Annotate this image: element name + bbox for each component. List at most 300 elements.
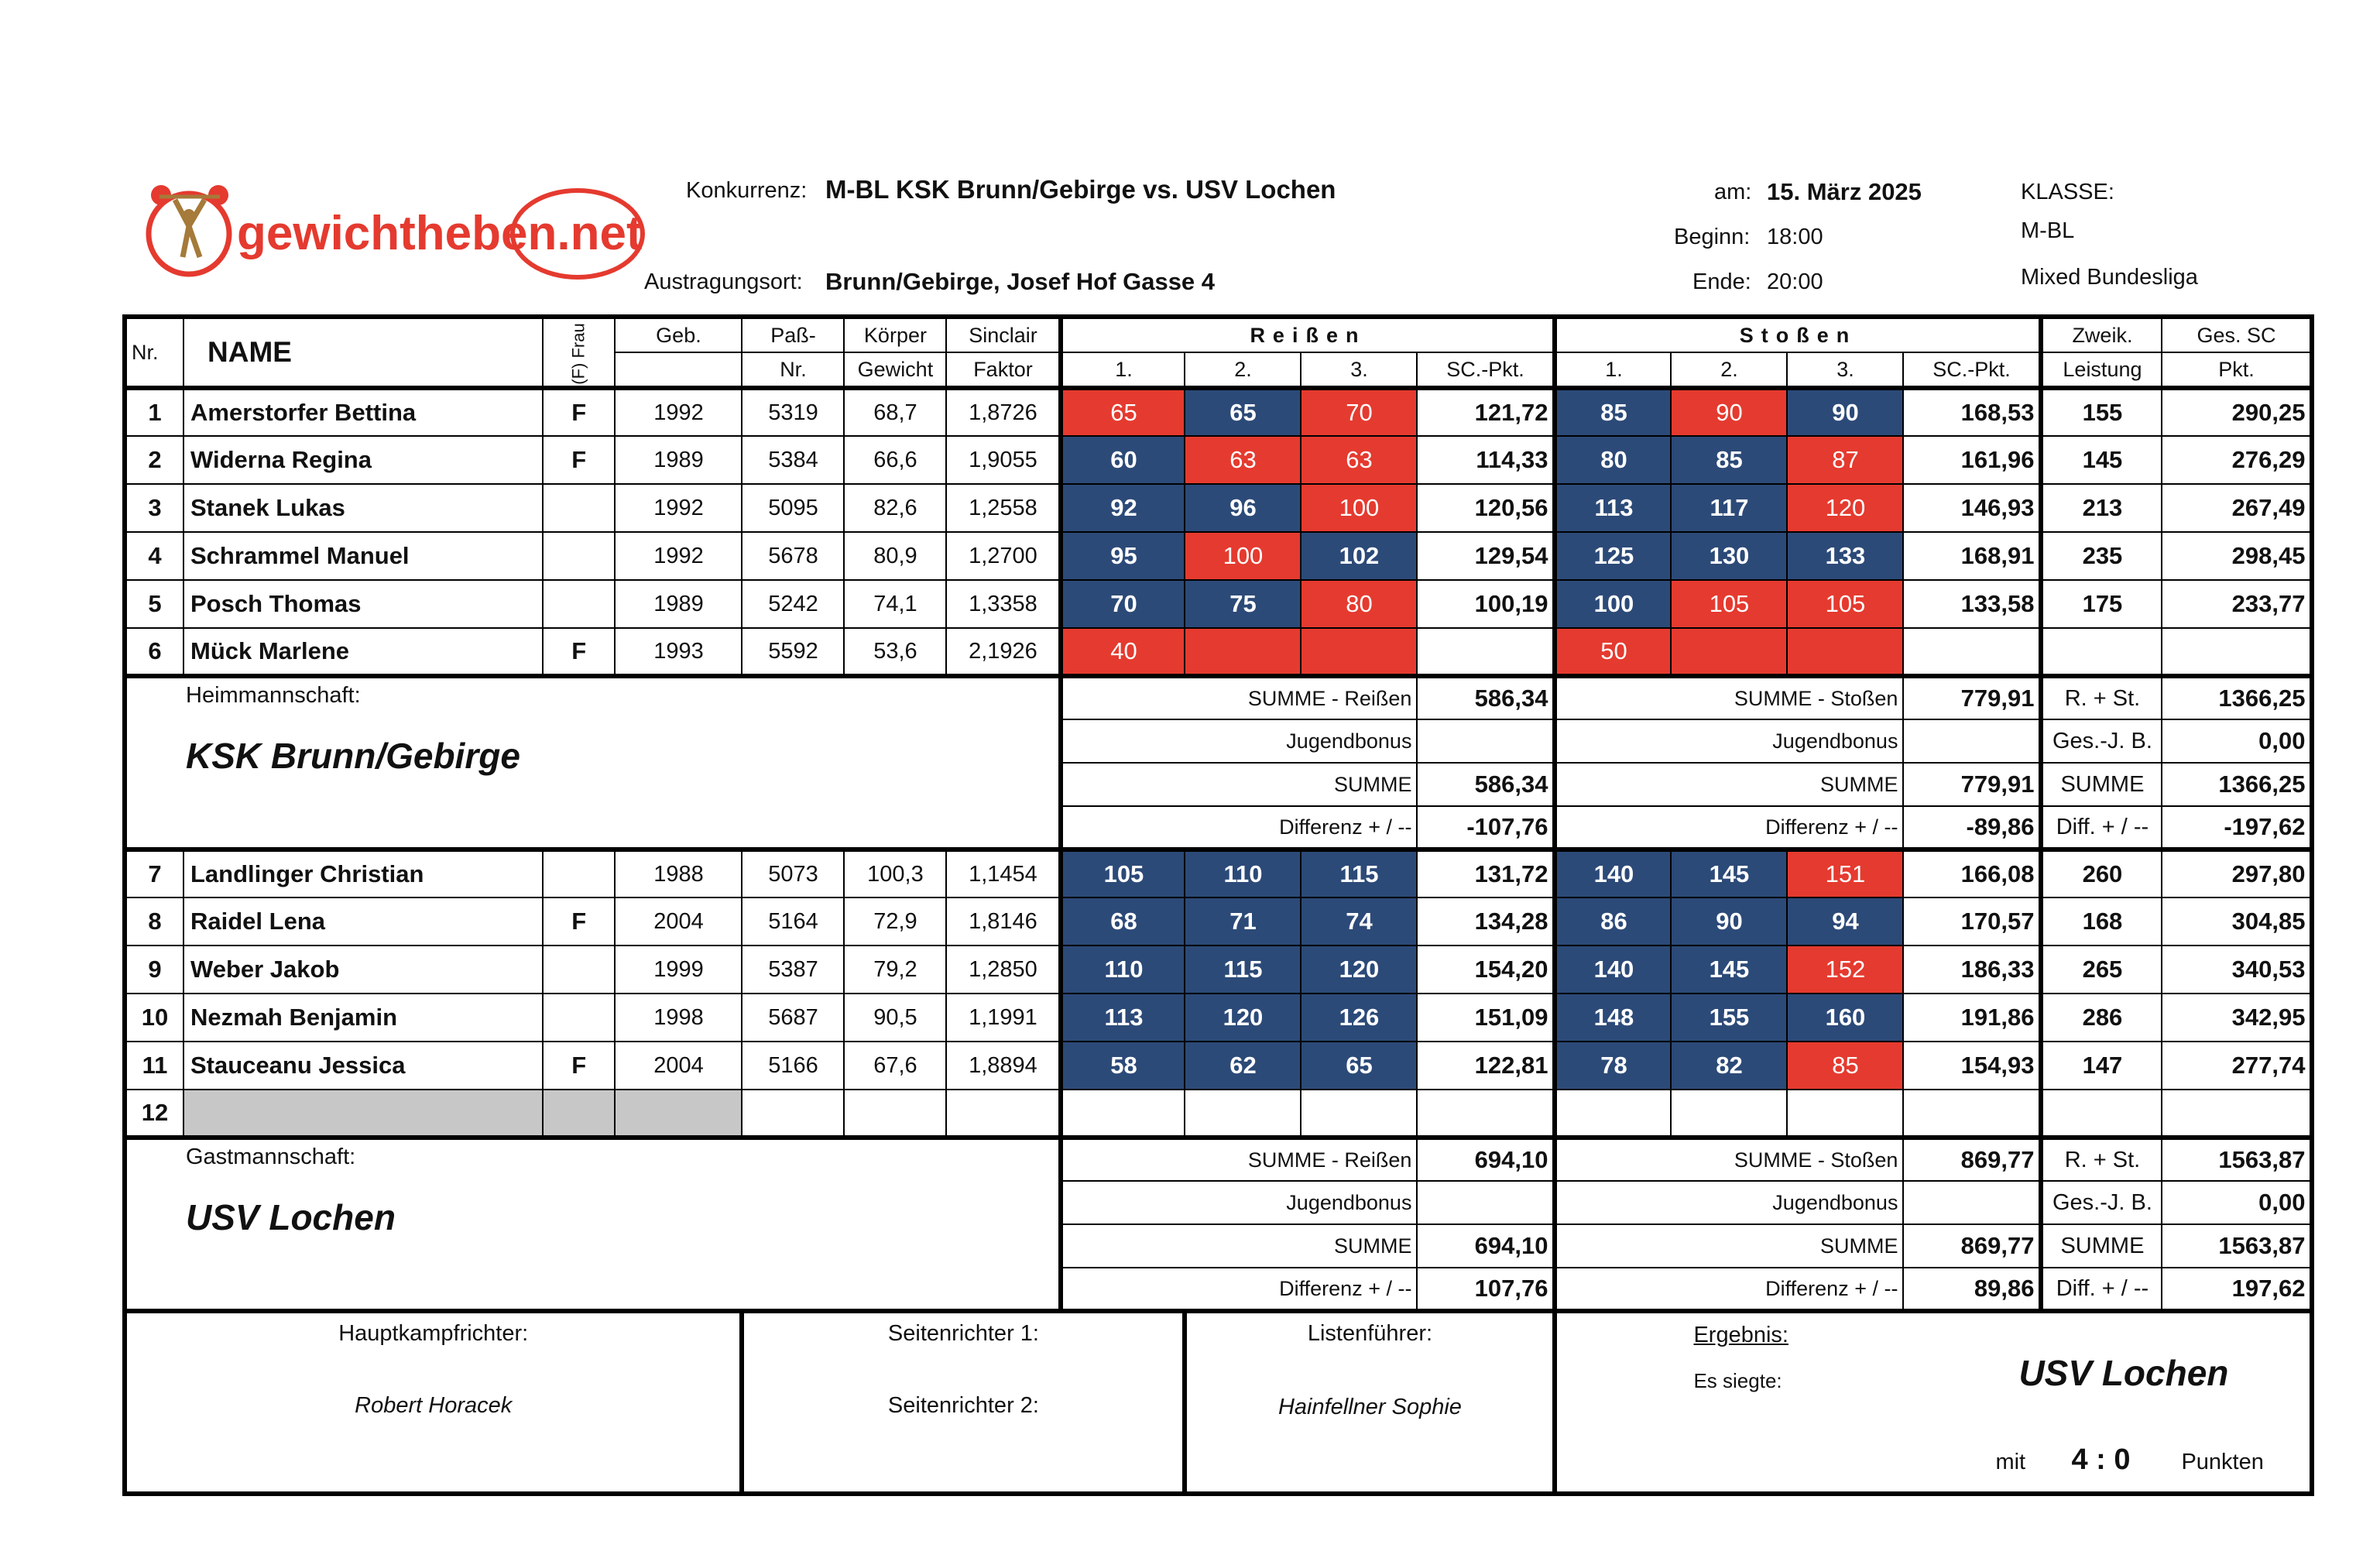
lf-cell [1185, 1311, 1555, 1494]
summary-total-value: 1563,87 [2162, 1224, 2312, 1268]
col-rsc: SC.-Pkt. [1417, 352, 1555, 388]
col-frau: (F) Frau [543, 317, 615, 388]
athlete-geb: 1989 [615, 436, 742, 484]
clean-jerk-attempt-2: 85 [1671, 436, 1787, 484]
athlete-sinclair: 1,9055 [946, 436, 1061, 484]
siegte-label: Es siegte: [1693, 1369, 1782, 1392]
ort-value: Brunn/Gebirge, Josef Hof Gasse 4 [825, 268, 1216, 295]
snatch-sc-pkt [1417, 628, 1555, 676]
summary-label: SUMME - Reißen [1061, 1138, 1417, 1181]
athlete-nr: 2 [125, 436, 183, 484]
athlete-name: Weber Jakob [183, 946, 543, 994]
athlete-kg: 74,1 [844, 580, 946, 628]
snatch-sc-pkt: 134,28 [1417, 897, 1555, 946]
am-value: 15. März 2025 [1767, 178, 1922, 205]
athlete-nr: 4 [125, 532, 183, 580]
summary-label: SUMME - Stoßen [1555, 676, 1903, 719]
ges-sc-pkt [2162, 628, 2312, 676]
clean-jerk-sc-pkt: 168,91 [1903, 532, 2041, 580]
athlete-pass: 5387 [742, 946, 844, 994]
athlete-row [125, 849, 2312, 897]
summary-label: Differenz + / -- [1061, 806, 1417, 849]
header-row-1 [125, 317, 2312, 352]
zweikampf-leistung: 260 [2041, 849, 2162, 897]
snatch-attempt-2: 63 [1185, 436, 1301, 484]
athlete-geb: 2004 [615, 897, 742, 946]
clean-jerk-attempt-3: 105 [1787, 580, 1903, 628]
athlete-pass: 5384 [742, 436, 844, 484]
snatch-attempt-2: 100 [1185, 532, 1301, 580]
summary-label: Differenz + / -- [1061, 1268, 1417, 1311]
clean-jerk-attempt-2: 105 [1671, 580, 1787, 628]
snatch-attempt-3: 102 [1301, 532, 1417, 580]
summary-total-label: R. + St. [2041, 1138, 2162, 1181]
athlete-name: Stauceanu Jessica [183, 1042, 543, 1090]
clean-jerk-attempt-3: 87 [1787, 436, 1903, 484]
summary-cj-value: 779,91 [1903, 676, 2041, 719]
team-label: Heimmannschaft: [186, 683, 361, 708]
snatch-attempt-1: 105 [1061, 849, 1185, 897]
athlete-sinclair [946, 1090, 1061, 1138]
col-r2: 2. [1185, 352, 1301, 388]
athlete-kg: 68,7 [844, 388, 946, 436]
hkr-cell [125, 1311, 742, 1494]
zweikampf-leistung: 168 [2041, 897, 2162, 946]
hkr-label: Hauptkampfrichter: [338, 1321, 529, 1346]
beginn-label: Beginn: [1674, 225, 1751, 249]
sr1-label: Seitenrichter 1: [887, 1321, 1039, 1346]
ges-sc-pkt: 304,85 [2162, 897, 2312, 946]
clean-jerk-sc-pkt [1903, 1090, 2041, 1138]
snatch-attempt-1: 58 [1061, 1042, 1185, 1090]
athlete-pass: 5319 [742, 388, 844, 436]
snatch-attempt-3 [1301, 1090, 1417, 1138]
clean-jerk-sc-pkt [1903, 628, 2041, 676]
clean-jerk-attempt-3: 133 [1787, 532, 1903, 580]
clean-jerk-sc-pkt: 186,33 [1903, 946, 2041, 994]
clean-jerk-attempt-1: 113 [1555, 484, 1671, 532]
zweikampf-leistung [2041, 1090, 2162, 1138]
athlete-row [125, 628, 2312, 676]
team-name: USV Lochen [186, 1197, 396, 1237]
snatch-attempt-3: 120 [1301, 946, 1417, 994]
clean-jerk-attempt-1: 125 [1555, 532, 1671, 580]
snatch-attempt-3 [1301, 628, 1417, 676]
snatch-attempt-1: 70 [1061, 580, 1185, 628]
snatch-attempt-2: 71 [1185, 897, 1301, 946]
snatch-attempt-3: 115 [1301, 849, 1417, 897]
summary-total-value: 1366,25 [2162, 763, 2312, 806]
ort-label: Austragungsort: [644, 269, 803, 294]
snatch-sc-pkt: 131,72 [1417, 849, 1555, 897]
clean-jerk-attempt-1: 80 [1555, 436, 1671, 484]
athlete-pass: 5166 [742, 1042, 844, 1090]
punkte-label: Punkten [2181, 1450, 2264, 1474]
clean-jerk-sc-pkt: 166,08 [1903, 849, 2041, 897]
clean-jerk-attempt-1: 140 [1555, 946, 1671, 994]
col-gessc-2: Pkt. [2162, 352, 2312, 388]
klasse-value: M-BL [2021, 218, 2075, 243]
clean-jerk-attempt-2: 90 [1671, 388, 1787, 436]
snatch-attempt-3: 70 [1301, 388, 1417, 436]
athlete-kg: 79,2 [844, 946, 946, 994]
col-gessc: Ges. SC [2162, 317, 2312, 352]
col-pass-2: Nr. [742, 352, 844, 388]
col-geb: Geb. [615, 317, 742, 352]
summary-label: Jugendbonus [1061, 719, 1417, 763]
athlete-nr: 11 [125, 1042, 183, 1090]
athlete-frau [543, 1090, 615, 1138]
zweikampf-leistung: 147 [2041, 1042, 2162, 1090]
athlete-sinclair: 1,2558 [946, 484, 1061, 532]
athlete-name: Amerstorfer Bettina [183, 388, 543, 436]
col-zweik: Zweik. [2041, 317, 2162, 352]
clean-jerk-attempt-3: 160 [1787, 994, 1903, 1042]
clean-jerk-attempt-2: 145 [1671, 946, 1787, 994]
snatch-sc-pkt: 120,56 [1417, 484, 1555, 532]
summary-total-value: 1366,25 [2162, 676, 2312, 719]
summary-cj-value: 869,77 [1903, 1224, 2041, 1268]
athlete-geb: 1992 [615, 484, 742, 532]
home-summary [125, 676, 2312, 849]
clean-jerk-attempt-3: 151 [1787, 849, 1903, 897]
team-label: Gastmannschaft: [186, 1145, 356, 1169]
summary-total-label: Ges.-J. B. [2041, 1181, 2162, 1224]
snatch-attempt-2: 110 [1185, 849, 1301, 897]
zweikampf-leistung: 175 [2041, 580, 2162, 628]
athlete-row [125, 580, 2312, 628]
ges-sc-pkt: 267,49 [2162, 484, 2312, 532]
summary-total-value: 0,00 [2162, 719, 2312, 763]
athlete-kg: 90,5 [844, 994, 946, 1042]
athlete-kg: 100,3 [844, 849, 946, 897]
clean-jerk-attempt-1: 86 [1555, 897, 1671, 946]
athlete-name: Nezmah Benjamin [183, 994, 543, 1042]
snatch-attempt-1: 65 [1061, 388, 1185, 436]
athlete-name: Mück Marlene [183, 628, 543, 676]
athlete-nr: 3 [125, 484, 183, 532]
snatch-attempt-2: 65 [1185, 388, 1301, 436]
clean-jerk-attempt-3: 152 [1787, 946, 1903, 994]
athlete-sinclair: 1,8726 [946, 388, 1061, 436]
athlete-nr: 9 [125, 946, 183, 994]
athlete-frau: F [543, 388, 615, 436]
athlete-name: Widerna Regina [183, 436, 543, 484]
ergebnis-cell [1555, 1311, 2312, 1494]
col-r3: 3. [1301, 352, 1417, 388]
snatch-sc-pkt: 129,54 [1417, 532, 1555, 580]
col-zweik-2: Leistung [2041, 352, 2162, 388]
col-ssc: SC.-Pkt. [1903, 352, 2041, 388]
clean-jerk-attempt-1: 50 [1555, 628, 1671, 676]
clean-jerk-attempt-3: 94 [1787, 897, 1903, 946]
athlete-pass: 5073 [742, 849, 844, 897]
summary-cj-value: -89,86 [1903, 806, 2041, 849]
ges-sc-pkt: 290,25 [2162, 388, 2312, 436]
snatch-attempt-2 [1185, 1090, 1301, 1138]
athlete-geb [615, 1090, 742, 1138]
col-r1: 1. [1061, 352, 1185, 388]
athlete-sinclair: 1,2700 [946, 532, 1061, 580]
summary-label: Jugendbonus [1555, 719, 1903, 763]
athlete-name: Raidel Lena [183, 897, 543, 946]
athlete-nr: 6 [125, 628, 183, 676]
col-name: NAME [183, 317, 543, 388]
clean-jerk-attempt-1 [1555, 1090, 1671, 1138]
summary-total-label: Diff. + / -- [2041, 1268, 2162, 1311]
snatch-attempt-3: 100 [1301, 484, 1417, 532]
athlete-row [125, 484, 2312, 532]
col-sinclair-2: Faktor [946, 352, 1061, 388]
col-pass: Paß- [742, 317, 844, 352]
col-reissen: Reißen [1061, 317, 1555, 352]
athlete-nr: 10 [125, 994, 183, 1042]
zweikampf-leistung: 286 [2041, 994, 2162, 1042]
winner: USV Lochen [2018, 1353, 2229, 1393]
col-koerper: Körper [844, 317, 946, 352]
clean-jerk-attempt-1: 100 [1555, 580, 1671, 628]
snatch-attempt-3: 63 [1301, 436, 1417, 484]
col-geb-2 [615, 352, 742, 388]
athlete-frau: F [543, 628, 615, 676]
summary-total-value: -197,62 [2162, 806, 2312, 849]
athlete-pass: 5164 [742, 897, 844, 946]
summary-total-label: SUMME [2041, 1224, 2162, 1268]
team-cell [125, 1138, 1061, 1311]
zweikampf-leistung: 265 [2041, 946, 2162, 994]
zweikampf-leistung: 235 [2041, 532, 2162, 580]
summary-snatch-value: 107,76 [1417, 1268, 1555, 1311]
ges-sc-pkt: 276,29 [2162, 436, 2312, 484]
ges-sc-pkt: 297,80 [2162, 849, 2312, 897]
konkurrenz-value: M-BL KSK Brunn/Gebirge vs. USV Lochen [825, 175, 1336, 204]
score: 4 : 0 [2071, 1443, 2131, 1476]
athlete-frau [543, 580, 615, 628]
summary-total-label: Diff. + / -- [2041, 806, 2162, 849]
clean-jerk-attempt-2: 90 [1671, 897, 1787, 946]
zweikampf-leistung [2041, 628, 2162, 676]
summary-label: Differenz + / -- [1555, 1268, 1903, 1311]
athlete-pass: 5095 [742, 484, 844, 532]
hkr-name: Robert Horacek [355, 1393, 513, 1418]
guest-summary [125, 1138, 2312, 1311]
team-name: KSK Brunn/Gebirge [186, 736, 520, 776]
summary-label: SUMME [1061, 763, 1417, 806]
clean-jerk-sc-pkt: 170,57 [1903, 897, 2041, 946]
snatch-sc-pkt: 121,72 [1417, 388, 1555, 436]
summary-cj-value: 89,86 [1903, 1268, 2041, 1311]
snatch-attempt-1: 113 [1061, 994, 1185, 1042]
clean-jerk-attempt-1: 85 [1555, 388, 1671, 436]
clean-jerk-attempt-3: 90 [1787, 388, 1903, 436]
athlete-kg: 82,6 [844, 484, 946, 532]
athlete-pass: 5592 [742, 628, 844, 676]
summary-label: SUMME - Stoßen [1555, 1138, 1903, 1181]
athlete-row [125, 532, 2312, 580]
ges-sc-pkt: 298,45 [2162, 532, 2312, 580]
clean-jerk-attempt-2: 82 [1671, 1042, 1787, 1090]
clean-jerk-attempt-2: 145 [1671, 849, 1787, 897]
athlete-name: Stanek Lukas [183, 484, 543, 532]
zweikampf-leistung: 155 [2041, 388, 2162, 436]
snatch-sc-pkt: 100,19 [1417, 580, 1555, 628]
athlete-geb: 1993 [615, 628, 742, 676]
athlete-frau: F [543, 436, 615, 484]
clean-jerk-attempt-3: 120 [1787, 484, 1903, 532]
athlete-geb: 1988 [615, 849, 742, 897]
summary-snatch-value: -107,76 [1417, 806, 1555, 849]
athlete-nr: 7 [125, 849, 183, 897]
clean-jerk-attempt-2: 117 [1671, 484, 1787, 532]
col-s2: 2. [1671, 352, 1787, 388]
team-cell [125, 676, 1061, 849]
snatch-sc-pkt [1417, 1090, 1555, 1138]
klasse-label: KLASSE: [2021, 180, 2114, 204]
col-s1: 1. [1555, 352, 1671, 388]
athlete-row [125, 897, 2312, 946]
athlete-row [125, 1090, 2312, 1138]
athlete-nr: 8 [125, 897, 183, 946]
athlete-geb: 2004 [615, 1042, 742, 1090]
clean-jerk-attempt-2: 130 [1671, 532, 1787, 580]
snatch-attempt-1: 68 [1061, 897, 1185, 946]
athlete-row [125, 436, 2312, 484]
col-s3: 3. [1787, 352, 1903, 388]
clean-jerk-attempt-1: 140 [1555, 849, 1671, 897]
summary-label: SUMME [1555, 1224, 1903, 1268]
col-koerper-2: Gewicht [844, 352, 946, 388]
athlete-name [183, 1090, 543, 1138]
athlete-row [125, 994, 2312, 1042]
ges-sc-pkt: 277,74 [2162, 1042, 2312, 1090]
ende-label: Ende: [1692, 269, 1751, 294]
snatch-sc-pkt: 151,09 [1417, 994, 1555, 1042]
home-athletes [125, 388, 2312, 676]
athlete-kg [844, 1090, 946, 1138]
summary-snatch-value [1417, 1181, 1555, 1224]
summary-cj-value [1903, 1181, 2041, 1224]
guest-athletes [125, 849, 2312, 1138]
clean-jerk-attempt-1: 78 [1555, 1042, 1671, 1090]
summary-snatch-value: 586,34 [1417, 676, 1555, 719]
sr2-label: Seitenrichter 2: [887, 1393, 1039, 1418]
summary-total-value: 0,00 [2162, 1181, 2312, 1224]
snatch-attempt-2: 96 [1185, 484, 1301, 532]
mit-label: mit [1995, 1450, 2026, 1474]
summary-row [125, 1138, 2312, 1181]
logo-text: gewichtheben.net [237, 207, 643, 260]
snatch-attempt-2 [1185, 628, 1301, 676]
athlete-pass: 5687 [742, 994, 844, 1042]
ges-sc-pkt: 340,53 [2162, 946, 2312, 994]
clean-jerk-sc-pkt: 191,86 [1903, 994, 2041, 1042]
athlete-kg: 80,9 [844, 532, 946, 580]
athlete-kg: 72,9 [844, 897, 946, 946]
clean-jerk-attempt-3: 85 [1787, 1042, 1903, 1090]
snatch-sc-pkt: 114,33 [1417, 436, 1555, 484]
snatch-attempt-2: 120 [1185, 994, 1301, 1042]
clean-jerk-sc-pkt: 154,93 [1903, 1042, 2041, 1090]
snatch-attempt-3: 126 [1301, 994, 1417, 1042]
klasse-desc: Mixed Bundesliga [2021, 265, 2198, 290]
summary-snatch-value [1417, 719, 1555, 763]
athlete-sinclair: 1,1454 [946, 849, 1061, 897]
summary-total-value: 1563,87 [2162, 1138, 2312, 1181]
snatch-sc-pkt: 154,20 [1417, 946, 1555, 994]
athlete-name: Schrammel Manuel [183, 532, 543, 580]
ges-sc-pkt [2162, 1090, 2312, 1138]
snatch-attempt-2: 62 [1185, 1042, 1301, 1090]
athlete-kg: 66,6 [844, 436, 946, 484]
summary-total-label: SUMME [2041, 763, 2162, 806]
athlete-sinclair: 1,8894 [946, 1042, 1061, 1090]
col-nr: Nr. [125, 317, 183, 388]
ende-value: 20:00 [1767, 269, 1823, 294]
lf-label: Listenführer: [1307, 1321, 1433, 1346]
snatch-attempt-1: 110 [1061, 946, 1185, 994]
col-sinclair: Sinclair [946, 317, 1061, 352]
athlete-geb: 1989 [615, 580, 742, 628]
summary-cj-value: 779,91 [1903, 763, 2041, 806]
clean-jerk-attempt-2 [1671, 628, 1787, 676]
athlete-row [125, 946, 2312, 994]
sr-cell [742, 1311, 1185, 1494]
athlete-frau [543, 849, 615, 897]
beginn-value: 18:00 [1767, 225, 1823, 249]
ges-sc-pkt: 342,95 [2162, 994, 2312, 1042]
athlete-frau [543, 994, 615, 1042]
snatch-attempt-3: 65 [1301, 1042, 1417, 1090]
snatch-attempt-2: 75 [1185, 580, 1301, 628]
ergebnis-label: Ergebnis: [1693, 1323, 1788, 1347]
konkurrenz-label: Konkurrenz: [686, 178, 808, 203]
athlete-name: Posch Thomas [183, 580, 543, 628]
athlete-sinclair: 2,1926 [946, 628, 1061, 676]
summary-total-label: R. + St. [2041, 676, 2162, 719]
athlete-nr: 12 [125, 1090, 183, 1138]
snatch-attempt-1: 60 [1061, 436, 1185, 484]
snatch-attempt-3: 80 [1301, 580, 1417, 628]
athlete-kg: 53,6 [844, 628, 946, 676]
snatch-attempt-1: 40 [1061, 628, 1185, 676]
clean-jerk-attempt-3 [1787, 1090, 1903, 1138]
athlete-geb: 1992 [615, 388, 742, 436]
athlete-frau: F [543, 897, 615, 946]
summary-snatch-value: 586,34 [1417, 763, 1555, 806]
result-table [122, 314, 2314, 1496]
col-stossen: Stoßen [1555, 317, 2041, 352]
lf-name: Hainfellner Sophie [1277, 1395, 1462, 1419]
summary-label: SUMME - Reißen [1061, 676, 1417, 719]
athlete-geb: 1992 [615, 532, 742, 580]
clean-jerk-attempt-2: 155 [1671, 994, 1787, 1042]
summary-row [125, 676, 2312, 719]
clean-jerk-attempt-1: 148 [1555, 994, 1671, 1042]
athlete-row [125, 388, 2312, 436]
athlete-pass: 5678 [742, 532, 844, 580]
athlete-sinclair: 1,2850 [946, 946, 1061, 994]
athlete-geb: 1998 [615, 994, 742, 1042]
snatch-attempt-1: 92 [1061, 484, 1185, 532]
athlete-geb: 1999 [615, 946, 742, 994]
athlete-frau [543, 532, 615, 580]
athlete-frau [543, 484, 615, 532]
athlete-name: Landlinger Christian [183, 849, 543, 897]
gewichtheben-logo [144, 180, 655, 288]
snatch-attempt-1: 95 [1061, 532, 1185, 580]
summary-label: SUMME [1061, 1224, 1417, 1268]
summary-snatch-value: 694,10 [1417, 1138, 1555, 1181]
